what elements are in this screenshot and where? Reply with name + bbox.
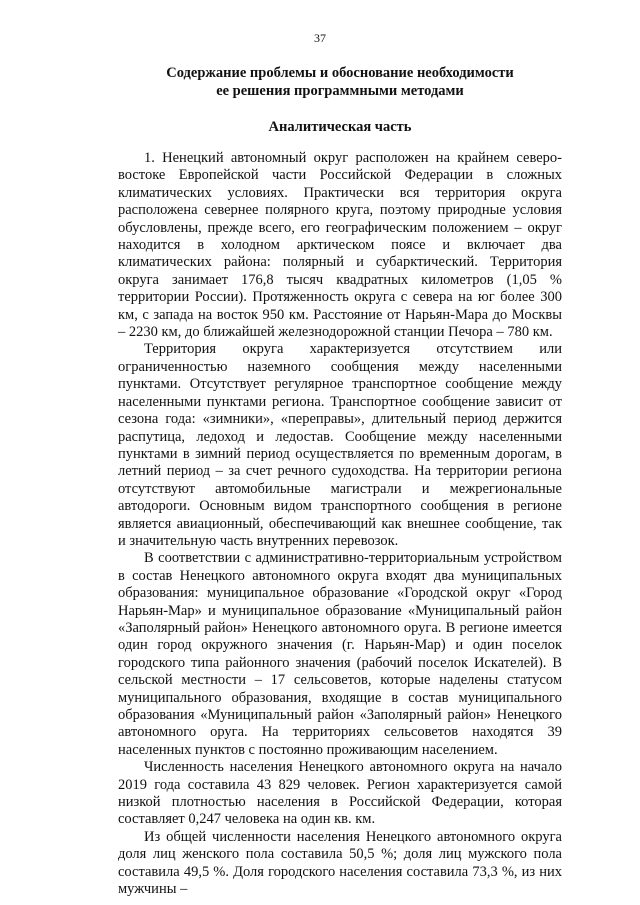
- paragraph: 1. Ненецкий автономный округ расположен на крайнем северо-востоке Европейской части Российской Федерации в сложных климатических условиях. Практически вся территория округа расположена севернее полярного круга, поэтому природные условия обусловлены, прежде всего, его географическим положением – округ находится в холодном арктическом поясе и включает два климатических района: полярный и субарктический. Территория округа занимает 176,8 тысяч квадратных километров (1,05 % территории России). Протяженность округа с севера на юг более 300 км, с запада на восток 950 км. Расстояние от Нарьян-Мара до Москвы – 2230 км, до ближайшей железнодорожной станции Печора – 780 км.: [118, 150, 562, 341]
- paragraph: Численность населения Ненецкого автономного округа на начало 2019 года составила 43 829 человек. Регион характеризуется самой низкой плотностью населения в Российской Федерации, которая составляет 0,247 человека на один кв. км.: [118, 759, 562, 828]
- section-title: [118, 64, 562, 100]
- paragraph: Территория округа характеризуется отсутствием или ограниченностью наземного сообщения между населенными пунктами. Отсутствует регулярное транспортное сообщение между населенными пунктами региона. Транспортное сообщение зависит от сезона года: «зимники», «переправы», длительный период держится распутица, ледоход и ледостав. Сообщение между населенными пунктами в зимний период осуществляется по временным дорогам, в летний период – за счет речного судоходства. На территории региона отсутствуют автомобильные магистрали и межрегиональные автодороги. Основным видом транспортного сообщения в регионе является авиационный, обеспечивающий как внешнее сообщение, так и значительную часть внутренних перевозок.: [118, 341, 562, 549]
- section-title-line-2: ее решения программными методами: [216, 83, 464, 99]
- document-body: [118, 150, 562, 898]
- page-number: 37: [314, 31, 326, 45]
- paragraph: Из общей численности населения Ненецкого автономного округа доля лиц женского пола составила 50,5 %; доля лиц мужского пола составила 49,5 %. Доля городского населения составила 73,3 %, из них мужчины –: [118, 828, 562, 898]
- section-subtitle: Аналитическая часть: [268, 119, 412, 135]
- section-title-line-1: Содержание проблемы и обоснование необходимости: [166, 65, 514, 81]
- paragraph: В соответствии с административно-территориальным устройством в состав Ненецкого автономного округа входят два муниципальных образования: муниципальное образование «Городской округ «Город Нарьян-Мар» и муниципальное образование «Муниципальный район «Заполярный район» Ненецкого автономного оруга. В регионе имеется один город окружного значения (г. Нарьян-Мар) и один поселок городского типа районного значения (рабочий поселок Искателей). В сельской местности – 17 сельсоветов, которые наделены статусом муниципального образования, входящие в состав муниципального образования «Муниципальный район «Заполярный район» Ненецкого автономного оруга. На территориях сельсоветов находятся 39 населенных пунктов с постоянно проживающим населением.: [118, 550, 562, 758]
